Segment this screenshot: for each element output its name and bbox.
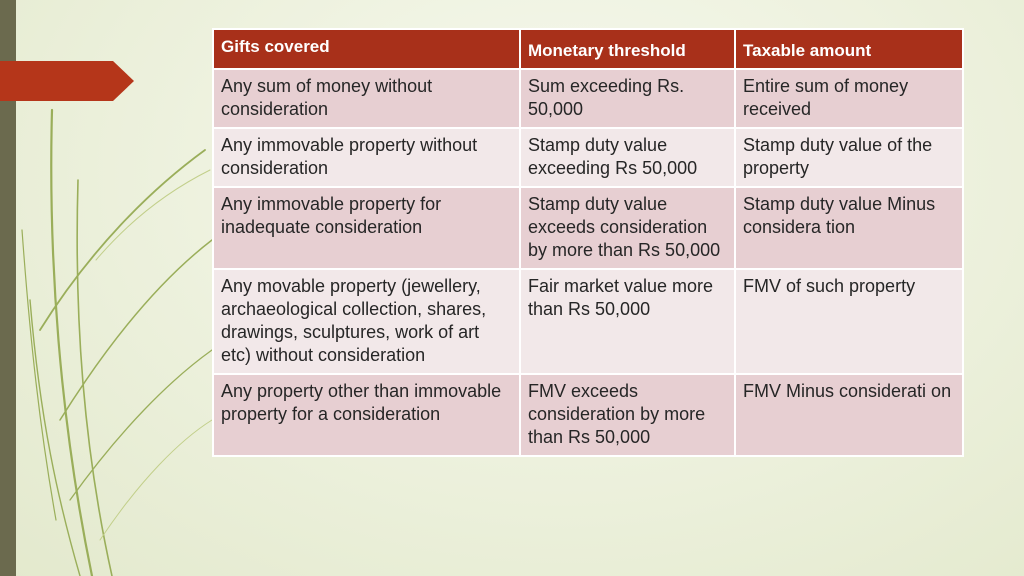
cell-gift: Any property other than immovable property for a consideration <box>213 374 520 456</box>
cell-gift: Any immovable property for inadequate consideration <box>213 187 520 269</box>
cell-threshold: FMV exceeds consideration by more than Rs 50,000 <box>520 374 735 456</box>
cell-threshold: Stamp duty value exceeds consideration by more than Rs 50,000 <box>520 187 735 269</box>
cell-gift: Any immovable property without consideration <box>213 128 520 187</box>
cell-gift: Any sum of money without consideration <box>213 69 520 128</box>
table-row <box>213 128 963 187</box>
cell-threshold: Fair market value more than Rs 50,000 <box>520 269 735 374</box>
cell-taxable: FMV Minus considerati on <box>735 374 963 456</box>
cell-taxable: Entire sum of money received <box>735 69 963 128</box>
table-row <box>213 269 963 374</box>
table-row <box>213 374 963 456</box>
table-row <box>213 69 963 128</box>
cell-taxable: Stamp duty value of the property <box>735 128 963 187</box>
cell-gift: Any movable property (jewellery, archaeological collection, shares, drawings, sculptures, work of art etc) without consideration <box>213 269 520 374</box>
cell-taxable: Stamp duty value Minus considera tion <box>735 187 963 269</box>
cell-taxable: FMV of such property <box>735 269 963 374</box>
header-monetary-threshold: Monetary threshold <box>520 29 735 69</box>
gifts-table <box>212 28 964 457</box>
header-taxable-amount: Taxable amount <box>735 29 963 69</box>
header-gifts-covered: Gifts covered <box>213 29 520 69</box>
table-row <box>213 187 963 269</box>
table-header-row <box>213 29 963 69</box>
arrow-tab-accent <box>0 61 134 101</box>
cell-threshold: Stamp duty value exceeding Rs 50,000 <box>520 128 735 187</box>
cell-threshold: Sum exceeding Rs. 50,000 <box>520 69 735 128</box>
